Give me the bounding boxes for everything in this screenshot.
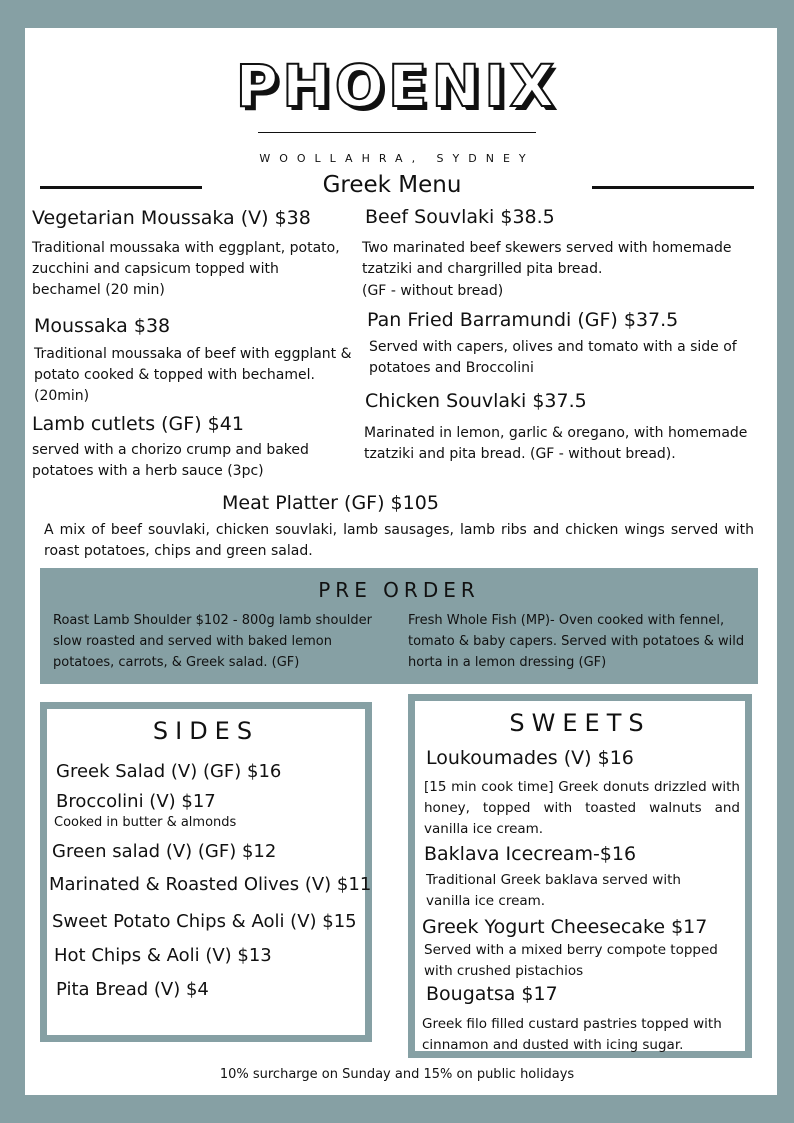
brand-logo: PHOENIX bbox=[235, 52, 559, 120]
sweet-item-description: Served with a mixed berry compote topped with crushed pistachios bbox=[424, 942, 718, 979]
sweet-item-title: Greek Yogurt Cheesecake $17 bbox=[422, 916, 708, 938]
preorder-panel bbox=[40, 568, 758, 684]
menu-item-description: Served with capers, olives and tomato with a side of potatoes and Broccolini bbox=[369, 339, 737, 376]
sweet-item-description: Traditional Greek baklava served with vanilla ice cream. bbox=[426, 872, 681, 909]
menu-item-title: Chicken Souvlaki $37.5 bbox=[365, 390, 587, 412]
sides-box bbox=[40, 702, 372, 1042]
side-item: Hot Chips & Aoli (V) $13 bbox=[54, 945, 272, 966]
side-item: Green salad (V) (GF) $12 bbox=[52, 841, 277, 862]
menu-item-description: Traditional moussaka with eggplant, potato, zucchini and capsicum topped with bechamel (20 min) bbox=[32, 240, 340, 298]
menu-item-description: served with a chorizo crump and baked potatoes with a herb sauce (3pc) bbox=[32, 442, 309, 479]
menu-item-description: Traditional moussaka of beef with eggplant & potato cooked & topped with bechamel. (20min) bbox=[34, 346, 352, 404]
sweets-title: SWEETS bbox=[509, 709, 651, 737]
menu-item-description: Two marinated beef skewers served with homemade tzatziki and chargrilled pita bread. bbox=[362, 240, 732, 277]
side-item: Broccolini (V) $17 bbox=[56, 791, 216, 812]
title-rule-right bbox=[592, 186, 754, 189]
menu-item-title: Vegetarian Moussaka (V) $38 bbox=[32, 207, 311, 229]
menu-item-title: Meat Platter (GF) $105 bbox=[222, 492, 439, 514]
sweet-item-description: [15 min cook time] Greek donuts drizzled with honey, topped with toasted walnuts and vanilla ice cream. bbox=[424, 779, 740, 837]
sweets-box bbox=[408, 694, 752, 1058]
preorder-title: PRE ORDER bbox=[318, 578, 480, 602]
menu-item-title: Pan Fried Barramundi (GF) $37.5 bbox=[367, 309, 679, 331]
menu-item-title: Moussaka $38 bbox=[34, 315, 171, 337]
menu-item-title: Lamb cutlets (GF) $41 bbox=[32, 413, 244, 435]
menu-item-note: (GF - without bread) bbox=[362, 283, 504, 299]
preorder-item: Fresh Whole Fish (MP)- Oven cooked with fennel, tomato & baby capers. Served with potatoes & wild horta in a lemon dressing (GF) bbox=[408, 613, 745, 670]
sweet-item-description: Greek filo filled custard pastries topped with cinnamon and dusted with icing sugar. bbox=[422, 1016, 722, 1053]
side-item-note: Cooked in butter & almonds bbox=[54, 815, 237, 830]
sweet-item-title: Loukoumades (V) $16 bbox=[426, 747, 634, 769]
menu-item-title: Beef Souvlaki $38.5 bbox=[365, 206, 555, 228]
menu-item-description: A mix of beef souvlaki, chicken souvlaki, lamb sausages, lamb ribs and chicken wings served with roast potatoes, chips and green salad. bbox=[44, 522, 754, 559]
side-item: Pita Bread (V) $4 bbox=[56, 979, 209, 1000]
location-text: WOOLLAHRA, SYDNEY bbox=[259, 152, 535, 165]
sides-title: SIDES bbox=[152, 717, 260, 745]
brand-divider bbox=[258, 132, 536, 133]
sweet-item-title: Bougatsa $17 bbox=[426, 983, 558, 1005]
sweet-item-title: Baklava Icecream-$16 bbox=[424, 843, 637, 865]
preorder-item: Roast Lamb Shoulder $102 - 800g lamb shoulder slow roasted and served with baked lemon potatoes, carrots, & Greek salad. (GF) bbox=[53, 613, 372, 670]
menu-item-description: Marinated in lemon, garlic & oregano, with homemade tzatziki and pita bread. (GF - without bread). bbox=[364, 425, 748, 462]
side-item: Greek Salad (V) (GF) $16 bbox=[56, 761, 282, 782]
side-item: Marinated & Roasted Olives (V) $11 bbox=[49, 874, 372, 895]
surcharge-footer: 10% surcharge on Sunday and 15% on public holidays bbox=[219, 1067, 575, 1082]
menu-title: Greek Menu bbox=[322, 172, 462, 198]
side-item: Sweet Potato Chips & Aoli (V) $15 bbox=[52, 911, 357, 932]
